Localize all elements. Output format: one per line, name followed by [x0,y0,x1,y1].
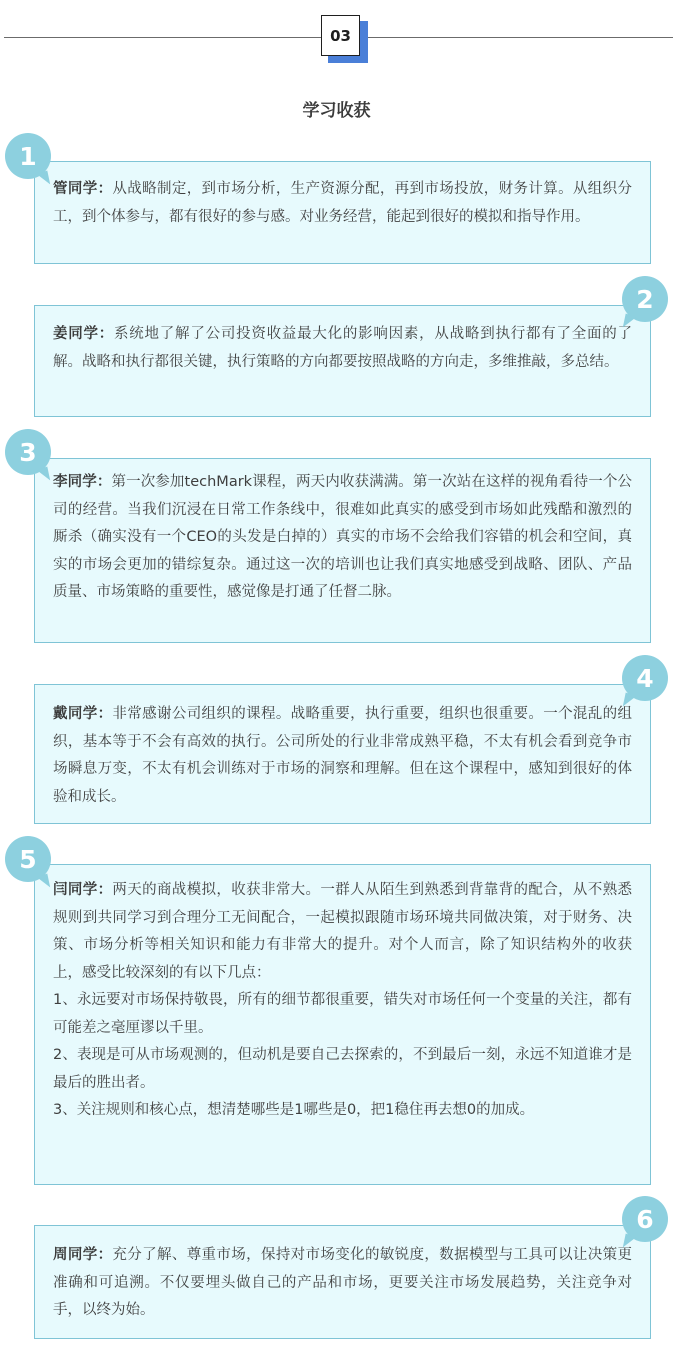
testimonial-card-2 [34,305,651,417]
testimonial-text [53,469,632,607]
testimonial-card-6 [34,1225,651,1339]
testimonial-body: 系统地了解了公司投资收益最大化的影响因素，从战略到执行都有了全面的了解。战略和执行都很关键，执行策略的方向都要按照战略的方向走，多维推敲，多总结。 [53,326,633,370]
testimonial-point-1: 1、永远要对市场保持敬畏，所有的细节都很重要，错失对市场任何一个变量的关注，都有可能差之毫厘谬以千里。 [53,992,632,1036]
number-bubble-4: 4 [622,655,668,701]
student-name: 姜同学： [53,326,115,342]
student-name: 管同学： [53,181,113,197]
section-title: 学习收获 [302,101,371,121]
testimonial-card-1 [34,161,651,264]
student-name: 李同学： [53,474,112,490]
number-bubble-2: 2 [622,276,668,322]
testimonial-body: 两天的商战模拟，收获非常大。一群人从陌生到熟悉到背靠背的配合，从不熟悉规则到共同学习到合理分工无间配合，一起模拟跟随市场环境共同做决策，对于财务、决策、市场分析等相关知识和能力有非常大的提升。对个人而言，除了知识结构外的收获上，感受比较深刻的有以下几点： [53,882,632,981]
testimonial-card-5 [34,864,651,1185]
student-name: 闫同学： [53,882,113,898]
number-bubble-3: 3 [5,429,51,475]
testimonial-text [53,701,632,811]
testimonial-body: 非常感谢公司组织的课程。战略重要，执行重要，组织也很重要。一个混乱的组织，基本等于不会有高效的执行。公司所处的行业非常成熟平稳，不太有机会看到竞争市场瞬息万变，不太有机会训练对于市场的洞察和理解。但在这个课程中，感知到很好的体验和成长。 [53,706,632,805]
testimonial-card-4 [34,684,651,824]
testimonial-body: 第一次参加techMark课程，两天内收获满满。第一次站在这样的视角看待一个公司的经营。当我们沉浸在日常工作条线中，很难如此真实的感受到市场如此残酷和激烈的厮杀（确实没有一个CEO的头发是白掉的）真实的市场不会给我们容错的机会和空间，真实的市场会更加的错综复杂。通过这一次的培训也让我们真实地感受到战略、团队、产品质量、市场策略的重要性，感觉像是打通了任督二脉。 [53,474,633,600]
testimonial-card-3 [34,458,651,643]
student-name: 戴同学： [53,706,113,722]
testimonial-body: 从战略制定，到市场分析，生产资源分配，再到市场投放，财务计算。从组织分工，到个体参与，都有很好的参与感。对业务经营，能起到很好的模拟和指导作用。 [53,181,632,225]
testimonial-text [53,1242,632,1325]
student-name: 周同学： [53,1247,113,1263]
testimonial-point-3: 3、关注规则和核心点，想清楚哪些是1哪些是0，把1稳住再去想0的加成。 [53,1102,535,1118]
testimonial-text [53,877,632,987]
testimonial-text [53,176,632,231]
testimonial-body: 充分了解、尊重市场，保持对市场变化的敏锐度，数据模型与工具可以让决策更准确和可追溯。不仅要埋头做自己的产品和市场，更要关注市场发展趋势，关注竞争对手，以终为始。 [53,1247,632,1318]
number-bubble-6: 6 [622,1196,668,1242]
section-number-badge: 03 [321,15,360,56]
number-bubble-5: 5 [5,836,51,882]
testimonial-text [53,321,632,376]
number-bubble-1: 1 [5,133,51,179]
testimonial-point-2: 2、表现是可从市场观测的，但动机是要自己去探索的，不到最后一刻，永远不知道谁才是最后的胜出者。 [53,1047,632,1091]
